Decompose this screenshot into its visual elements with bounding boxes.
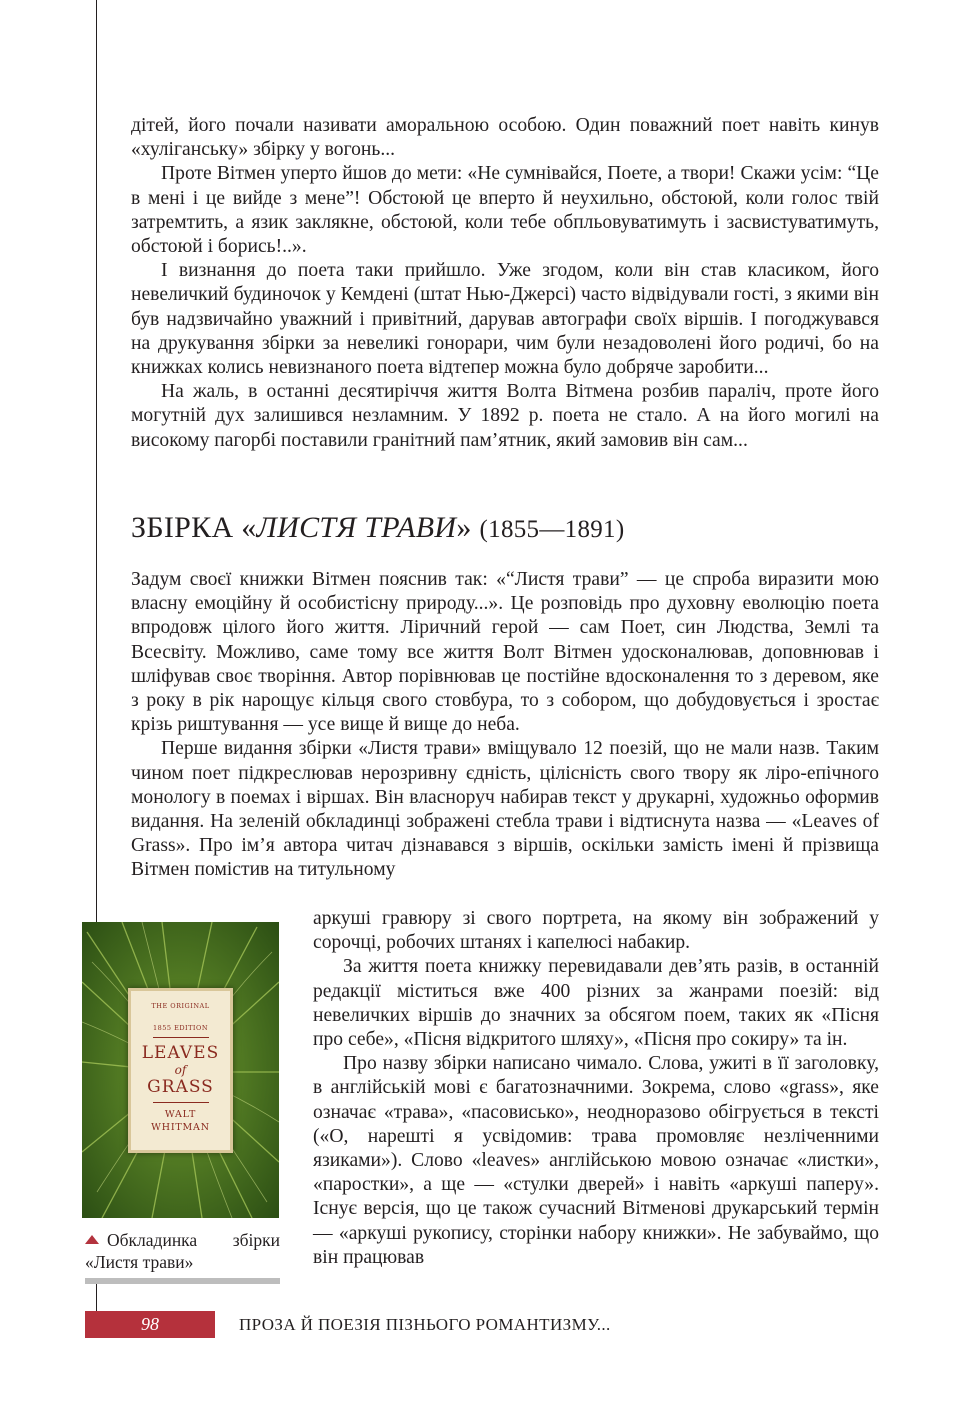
cover-edition-line1: THE ORIGINAL bbox=[151, 1002, 210, 1010]
paragraph: аркуші гравюру зі свого портрета, на якому він зображений у сорочці, робочих штанях і капелюсі набакир. bbox=[313, 908, 879, 954]
book-cover-image bbox=[82, 922, 279, 1218]
cover-title-line3: GRASS bbox=[147, 1077, 214, 1097]
cover-edition-line2: 1855 EDITION bbox=[152, 1024, 209, 1032]
paragraph: І визнання до поета таки прийшло. Уже згодом, коли він став класиком, його невеличкий будиночок у Кемдені (штат Нью-Джерсі) часто відвідували гості, з якими він був надзвичайно уважний і привітний, дарував автографи своїх віршів. І погоджувався на друкування збірки за невеликі гонорари, чим були незадоволені його родичі, бо на книжках колись невизнаного поета відтепер можна було добряче заробити... bbox=[131, 260, 879, 379]
heading-prefix: ЗБІРКА « bbox=[131, 511, 257, 544]
cover-rule bbox=[153, 1102, 209, 1103]
text-block-middle bbox=[131, 568, 879, 883]
caption-text: Обкладинка збірки «Листя трави» bbox=[85, 1230, 280, 1272]
left-margin-rule-bottom bbox=[96, 1283, 97, 1311]
cover-title-plate bbox=[128, 988, 233, 1153]
left-margin-rule bbox=[96, 0, 97, 930]
cover-author-line1: WALT bbox=[164, 1109, 197, 1120]
page-number: 98 bbox=[141, 1314, 159, 1334]
text-block-beside-image bbox=[313, 907, 879, 1270]
triangle-up-icon bbox=[85, 1235, 99, 1244]
paragraph: На жаль, в останні десятиріччя життя Волта Вітмена розбив параліч, проте його могутній дух залишився незламним. У 1892 р. поета не стало. А на його могилі на високому пагорбі поставили гранітний пам’ятник, який замовив він сам... bbox=[131, 381, 879, 451]
section-heading bbox=[131, 508, 624, 550]
cover-title-line1: LEAVES bbox=[141, 1043, 220, 1063]
paragraph: Проте Вітмен уперто йшов до мети: «Не сумнівайся, Поете, а твори! Скажи усім: “Це в мені і це вийде з мене”! Обстоюй це вперто й неухильно, обстоюй, коли голос твій затремтить, а язик заклякне, обстоюй, коли тебе обпльовуватимуть і засвистуватимуть, обстоюй і борись!..». bbox=[131, 163, 879, 258]
caption-rule bbox=[85, 1278, 280, 1284]
image-caption bbox=[85, 1229, 280, 1273]
heading-suffix: » bbox=[456, 511, 480, 544]
paragraph: Задум своєї книжки Вітмен пояснив так: «“Листя трави” — це спроба виразити мою власну емоційну й особистісну природу...». Це розповідь про духовну еволюцію поета впродовж цілого його життя. Ліричний герой — сам Поет, син Людства, Землі та Всесвіту. Можливо, саме тому все життя Волт Вітмен удосконалював, доповнював і шліфував своє творіння. Автор порівнював це постійне вдосконалення то з деревом, яке з року в рік нарощує кільця свого стовбура, то з собором, що добудовується і зростає крізь риштування — усе вище й вище до неба. bbox=[131, 569, 879, 736]
cover-author-line2: WHITMAN bbox=[151, 1122, 210, 1133]
page-number-bar bbox=[85, 1311, 215, 1338]
text-block-top bbox=[131, 114, 879, 453]
paragraph: Перше видання збірки «Листя трави» вміщувало 12 поезій, що не мали назв. Таким чином поет підкреслював нерозривну єдність, цілісність свого твору як ліро-епічного монологу в поемах і віршах. Він власноруч набирав текст у друкарні, художньо оформив видання. На зеленій обкладинці зображені стебла трави і відтиснута назва — «Leaves of Grass». Про ім’я автора читач дізнавався з віршів, оскільки замість імені й прізвища Вітмен помістив на титульному bbox=[131, 738, 879, 881]
heading-title: ЛИСТЯ ТРАВИ bbox=[256, 511, 457, 544]
running-footer-title: ПРОЗА Й ПОЕЗІЯ ПІЗНЬОГО РОМАНТИЗМУ... bbox=[239, 1315, 611, 1334]
heading-years: (1855—1891) bbox=[479, 516, 625, 543]
cover-rule bbox=[153, 1037, 209, 1038]
paragraph: Про назву збірки написано чимало. Слова, ужиті в її заголовку, в англійській мові є багатозначними. Зокрема, слово «grass», яке означає «трава», «пасовисько», неодноразово обігрується в тексті («О, нарешті я усвідомив: трава промовляє незліченними язиками»). Слово «leaves» англійською мовою означає «листки», «паростки», а ще — «стулки дверей» і навіть «аркуші паперу». Існує версія, що це також сучасний Вітменові друкарський термін — «аркуші рукопису, сторінки набору книжки». Не забуваймо, що він працював bbox=[313, 1053, 879, 1268]
paragraph: дітей, його почали називати аморальною особою. Один поважний поет навіть кинув «хуліганську» збірку у вогонь... bbox=[131, 115, 879, 161]
paragraph: За життя поета книжку перевидавали дев’ять разів, в останній редакції міститься вже 400 різних за жанрами поезій: від невеличких віршів до значних за обсягом поем, таких як «Пісня про себе», «Пісня відкритого шляху», «Пісня про сокиру» та ін. bbox=[313, 956, 879, 1051]
cover-title-line2: of bbox=[174, 1063, 187, 1077]
